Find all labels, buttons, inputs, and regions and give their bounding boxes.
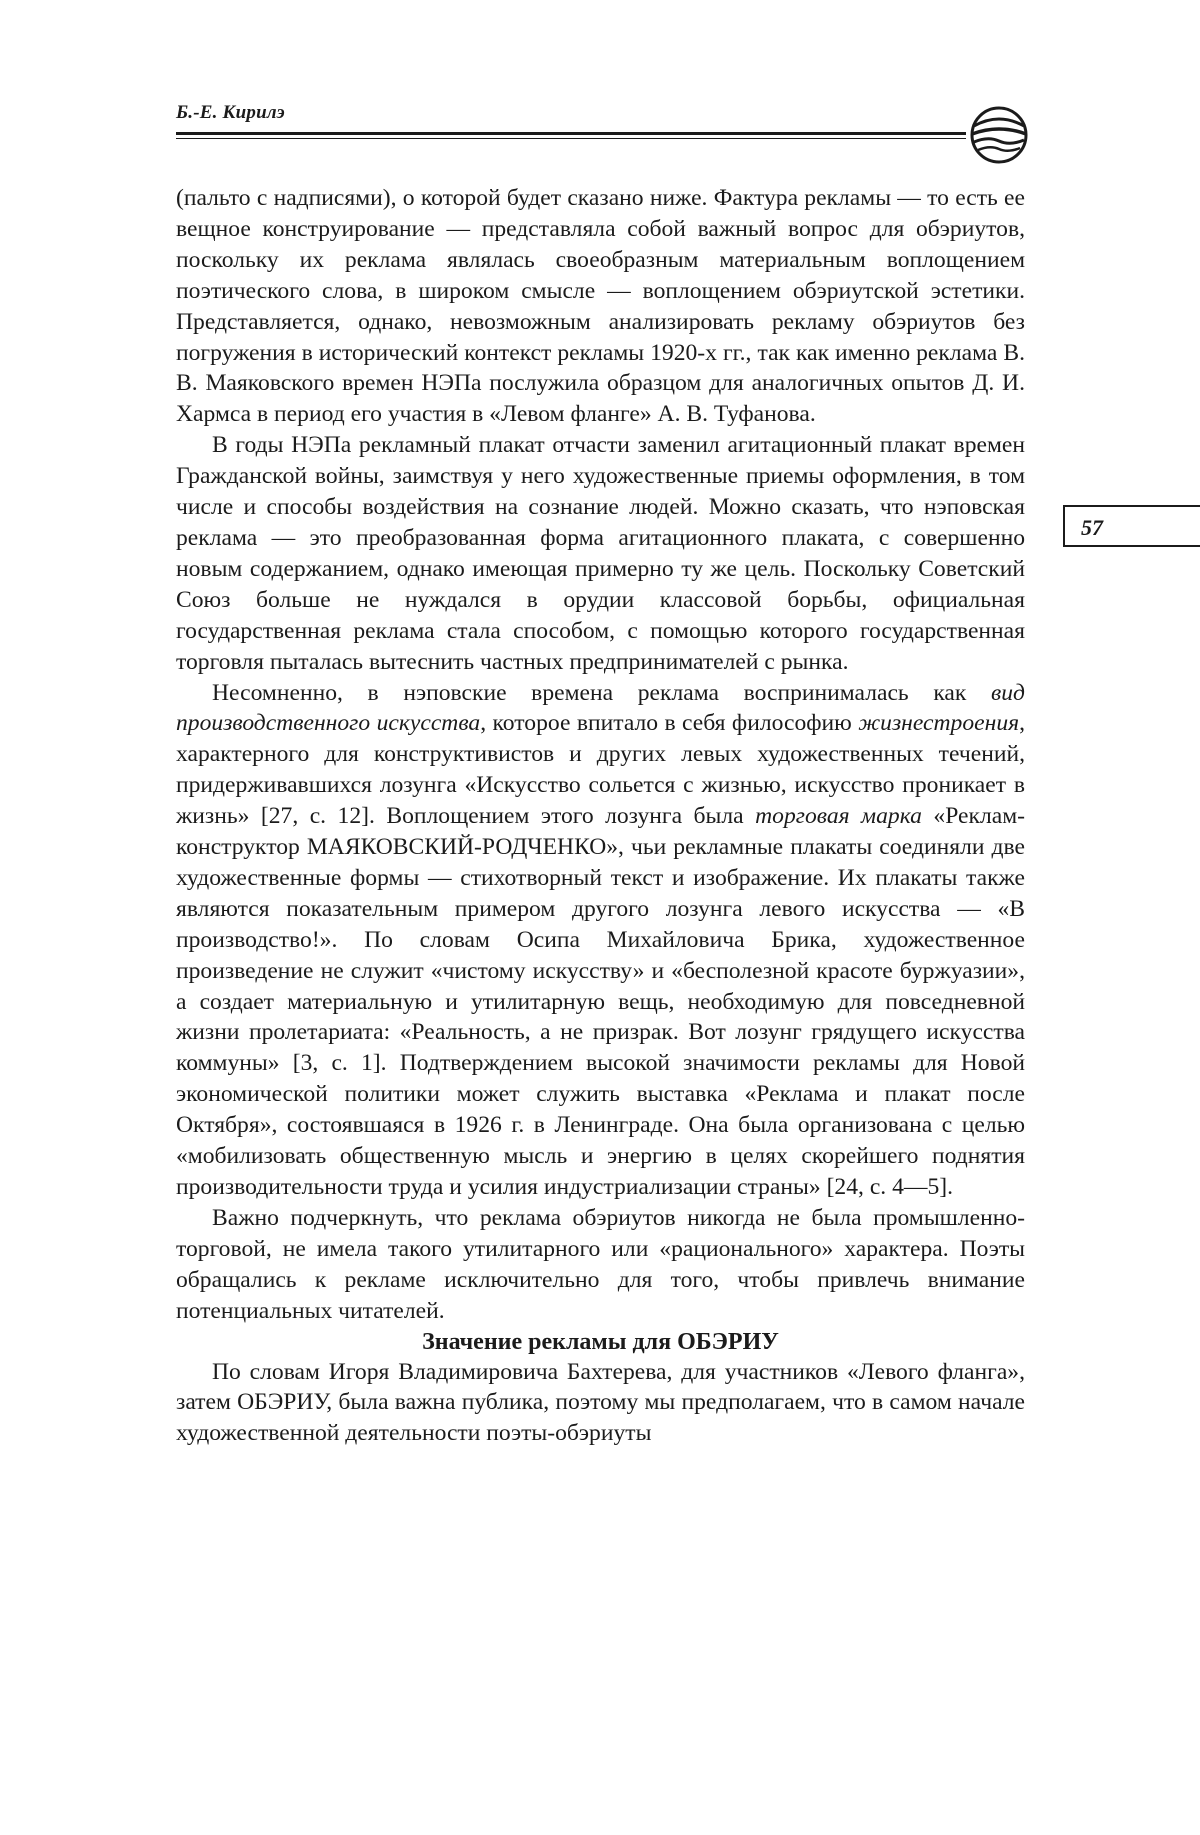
page-number: 57 bbox=[1081, 515, 1103, 540]
paragraph-3-text-1: Несомненно, в нэповские времена реклама воспринималась как bbox=[212, 679, 992, 706]
paragraph-3-text-2: , которое впитало в себя философию bbox=[480, 710, 859, 737]
running-header-author: Б.-Е. Кирилэ bbox=[176, 102, 285, 123]
paragraph-4: Важно подчеркнуть, что реклама обэриутов никогда не была промышленно-торговой, не имела такого утилитарного или «рационального» характера. Поэты обращались к рекламе исключительно для того, чтобы привлечь внимание потенциальных читателей. bbox=[176, 1204, 1025, 1324]
page-number-tab bbox=[1063, 505, 1200, 547]
publisher-logo-icon bbox=[968, 104, 1030, 166]
paragraph-3-text-4: «Реклам-конструктор МАЯКОВСКИЙ-РОДЧЕНКО», чьи рекламные плакаты соединяли две художественные формы — стихотворный текст и изображение. Их плакаты также являются показательным примером другого лозунга левого искусства — «В производство!». По словам Осипа Михайловича Брика, художественное произведение не служит «чистому искусству» и «бесполезной красоте буржуазии», а создает материальную и утилитарную вещь, необходимую для повседневной жизни пролетариата: «Реальность, а не призрак. Вот лозунг грядущего искусства коммуны» [3, с. 1]. Подтверждением высокой значимости рекламы для Новой экономической политики может служить выставка «Реклама и плакат после Октября», состоявшаяся в 1926 г. в Ленинграде. Она была организована с целью «мобилизовать общественную мысль и энергию в целях скорейшего поднятия производительности труда и усилия индустриализации страны» [24, с. 4—5]. bbox=[176, 803, 1025, 1200]
header-rule-thick bbox=[176, 132, 966, 135]
section-title: Значение рекламы для ОБЭРИУ bbox=[422, 1328, 779, 1355]
header-rule-thin bbox=[176, 138, 966, 139]
paragraph-3-italic-1: вид производственного искусства bbox=[176, 679, 1025, 737]
running-header bbox=[176, 102, 1026, 162]
paragraph-2: В годы НЭПа рекламный плакат отчасти заменил агитационный плакат времен Гражданской войны, заимствуя у него художественные приемы оформления, в том числе и способы воздействия на сознание людей. Можно сказать, что нэповская реклама — это преобразованная форма агитационного плаката, с совершенно новым содержанием, однако имеющая примерно ту же цель. Поскольку Советский Союз больше не нуждался в орудии классовой борьбы, официальная государственная реклама стала способом, с помощью которого государственная торговля пыталась вытеснить частных предпринимателей с рынка. bbox=[176, 432, 1025, 675]
paragraph-3-italic-2: жизнестроения bbox=[858, 710, 1020, 737]
paragraph-3-italic-3: торговая марка bbox=[755, 803, 922, 830]
paragraph-1: (пальто с надписями), о которой будет сказано ниже. Фактура рекламы — то есть ее вещное конструирование — представляла собой важный вопрос для обэриутов, поскольку их реклама являлась своеобразным материальным воплощением поэтического слова, в широком смысле — воплощением обэриутской эстетики. Представляется, однако, невозможным анализировать рекламу обэриутов без погружения в исторический контекст рекламы 1920-х гг., так как именно реклама В. В. Маяковского времен НЭПа послужила образцом для аналогичных опытов Д. И. Хармса в период его участия в «Левом фланге» А. В. Туфанова. bbox=[176, 185, 1025, 428]
paragraph-3 bbox=[176, 678, 1025, 1203]
paragraph-5: По словам Игоря Владимировича Бахтерева, для участников «Левого фланга», затем ОБЭРИУ, была важна публика, поэтому мы предполагаем, что в самом начале художественной деятельности поэты-обэриуты bbox=[176, 1358, 1025, 1447]
body-text bbox=[176, 183, 1025, 1449]
paragraph-3-text-3: , характерного для конструктивистов и других левых художественных течений, придерживавшихся лозунга «Искусство сольется с жизнью, искусство проникает в жизнь» [27, с. 12]. Воплощением этого лозунга была bbox=[176, 710, 1025, 830]
